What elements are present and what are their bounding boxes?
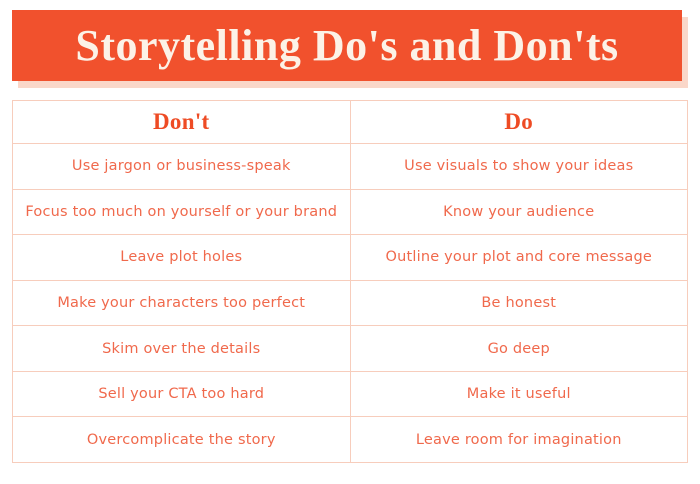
dont-cell: Use jargon or business-speak xyxy=(13,144,351,190)
do-cell: Go deep xyxy=(350,326,688,372)
do-cell: Leave room for imagination xyxy=(350,417,688,463)
dont-cell: Make your characters too perfect xyxy=(13,280,351,326)
table-header xyxy=(13,101,688,144)
page-title: Storytelling Do's and Don'ts xyxy=(75,21,619,70)
table-body xyxy=(13,144,688,463)
column-header-do: Do xyxy=(350,101,688,144)
do-cell: Use visuals to show your ideas xyxy=(350,144,688,190)
do-cell: Make it useful xyxy=(350,371,688,417)
table-row xyxy=(13,189,688,235)
dont-cell: Leave plot holes xyxy=(13,235,351,281)
header-row xyxy=(13,101,688,144)
title-banner xyxy=(12,10,682,81)
column-header-dont: Don't xyxy=(13,101,351,144)
table-row xyxy=(13,326,688,372)
table-row xyxy=(13,280,688,326)
table-row xyxy=(13,371,688,417)
dos-donts-table xyxy=(12,100,688,463)
do-cell: Be honest xyxy=(350,280,688,326)
table-row xyxy=(13,235,688,281)
table-row xyxy=(13,144,688,190)
do-cell: Know your audience xyxy=(350,189,688,235)
dont-cell: Sell your CTA too hard xyxy=(13,371,351,417)
dont-cell: Overcomplicate the story xyxy=(13,417,351,463)
dont-cell: Skim over the details xyxy=(13,326,351,372)
table-row xyxy=(13,417,688,463)
do-cell: Outline your plot and core message xyxy=(350,235,688,281)
dont-cell: Focus too much on yourself or your brand xyxy=(13,189,351,235)
